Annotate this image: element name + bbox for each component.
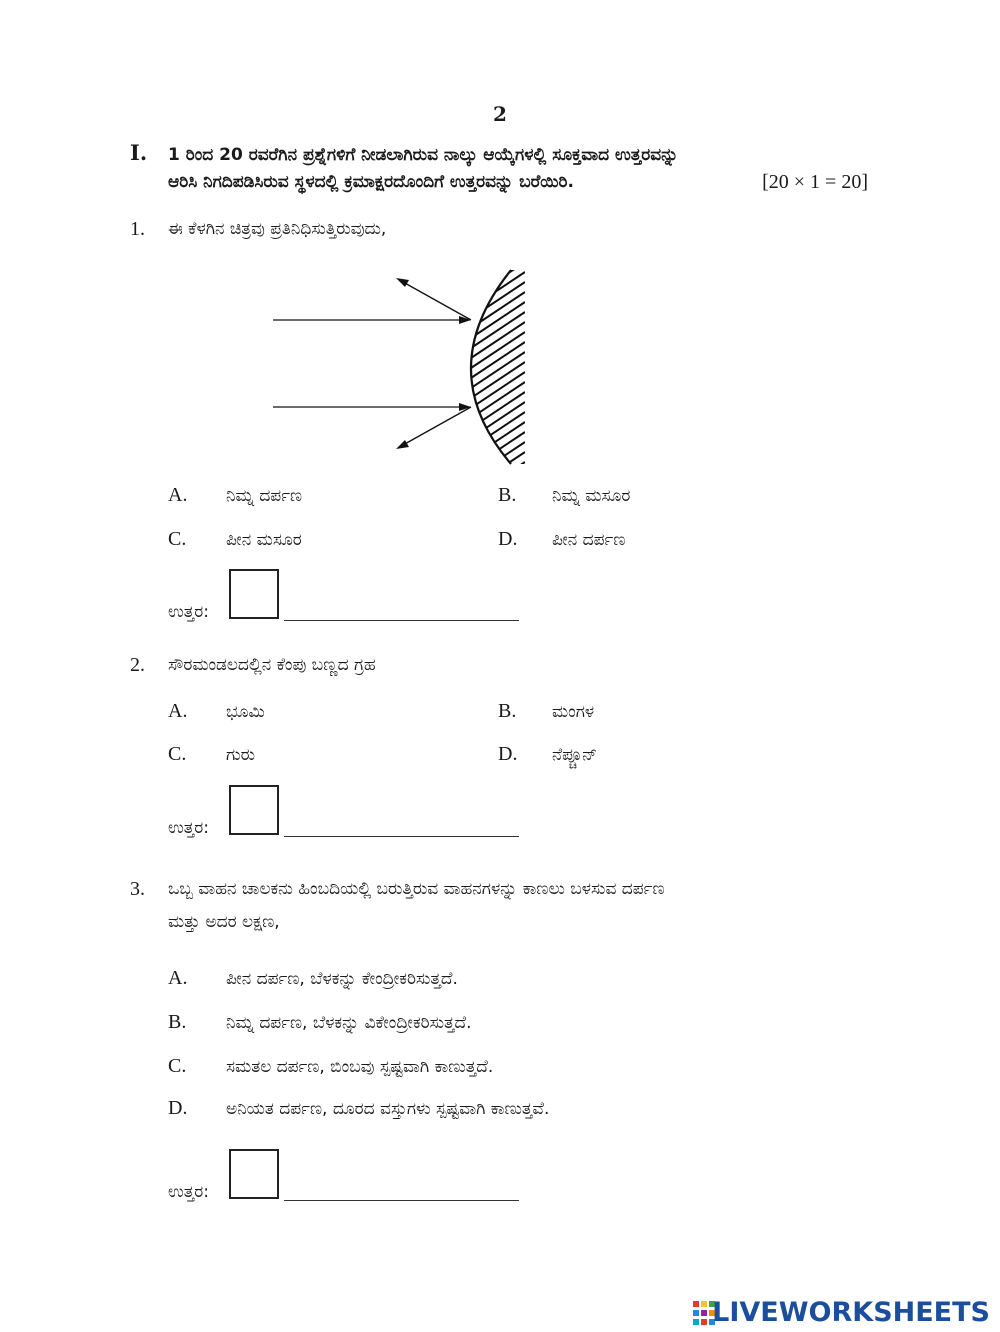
- option-letter: B.: [498, 700, 517, 722]
- arrowhead-icon: [396, 440, 409, 449]
- option-text: ಪೀನ ದರ್ಪಣ, ಬೆಳಕನ್ನು ಕೇಂದ್ರೀಕರಿಸುತ್ತದೆ.: [226, 969, 458, 989]
- option-letter: C.: [168, 1055, 187, 1077]
- answer-label: ಉತ್ತರ:: [168, 602, 209, 622]
- option-letter: C.: [168, 743, 187, 765]
- page-number: 2: [493, 102, 507, 126]
- option-text: ನಿಮ್ನ ಮಸೂರ: [552, 486, 631, 506]
- option-letter: A.: [168, 484, 188, 506]
- option-text: ಅನಿಯತ ದರ್ಪಣ, ದೂರದ ವಸ್ತುಗಳು ಸ್ಪಷ್ಟವಾಗಿ ಕಾಣುತ್ತವೆ.: [226, 1099, 550, 1119]
- concave-mirror-diagram: [265, 262, 525, 472]
- answer-label: ಉತ್ತರ:: [168, 818, 209, 838]
- option-text: ನೆಪ್ಚೂನ್: [552, 745, 598, 765]
- answer-box[interactable]: [229, 569, 279, 619]
- option-text: ನಿಮ್ನ ದರ್ಪಣ, ಬೆಳಕನ್ನು ವಿಕೇಂದ್ರೀಕರಿಸುತ್ತದೆ.: [226, 1013, 472, 1033]
- question-1-text: ಈ ಕೆಳಗಿನ ಚಿತ್ರವು ಪ್ರತಿನಿಧಿಸುತ್ತಿರುವುದು,: [168, 219, 387, 239]
- question-3-number: 3.: [130, 878, 145, 900]
- option-letter: A.: [168, 967, 188, 989]
- question-3-text-line-2: ಮತ್ತು ಅದರ ಲಕ್ಷಣ,: [168, 912, 280, 932]
- answer-box[interactable]: [229, 1149, 279, 1199]
- marks-scheme: [20 × 1 = 20]: [762, 171, 868, 193]
- answer-line[interactable]: [284, 620, 519, 621]
- answer-line[interactable]: [284, 1200, 519, 1201]
- liveworksheets-watermark: LIVEWORKSHEETS: [712, 1297, 990, 1328]
- instruction-line-1: 1 ರಿಂದ 20 ರವರೆಗಿನ ಪ್ರಶ್ನೆಗಳಿಗೆ ನೀಡಲಾಗಿರುವ ನಾಲ್ಕು ಆಯ್ಕೆಗಳಲ್ಲಿ ಸೂಕ್ತವಾದ ಉತ್ತರವನ್ನು: [168, 145, 679, 165]
- option-letter: D.: [168, 1097, 188, 1119]
- option-text: ಪೀನ ಮಸೂರ: [226, 530, 302, 550]
- option-letter: C.: [168, 528, 187, 550]
- option-letter: B.: [168, 1011, 187, 1033]
- question-1-number: 1.: [130, 218, 145, 240]
- option-letter: A.: [168, 700, 188, 722]
- option-text: ಪೀನ ದರ್ಪಣ: [552, 530, 626, 550]
- question-2-number: 2.: [130, 654, 145, 676]
- option-letter: D.: [498, 528, 518, 550]
- answer-line[interactable]: [284, 836, 519, 837]
- option-letter: B.: [498, 484, 517, 506]
- section-instruction: [168, 142, 868, 196]
- reflected-ray-2: [403, 407, 471, 445]
- option-text: ಗುರು: [226, 745, 256, 765]
- answer-box[interactable]: [229, 785, 279, 835]
- option-text: ನಿಮ್ನ ದರ್ಪಣ: [226, 486, 303, 506]
- arrowhead-icon: [396, 278, 409, 287]
- section-number: I.: [130, 140, 148, 165]
- question-3-text-line-1: ಒಬ್ಬ ವಾಹನ ಚಾಲಕನು ಹಿಂಬದಿಯಲ್ಲಿ ಬರುತ್ತಿರುವ ವಾಹನಗಳನ್ನು ಕಾಣಲು ಬಳಸುವ ದರ್ಪಣ: [168, 879, 665, 899]
- answer-label: ಉತ್ತರ:: [168, 1182, 209, 1202]
- option-text: ಮಂಗಳ: [552, 702, 595, 722]
- option-text: ಸಮತಲ ದರ್ಪಣ, ಬಿಂಬವು ಸ್ಪಷ್ಟವಾಗಿ ಕಾಣುತ್ತದೆ.: [226, 1057, 494, 1077]
- option-letter: D.: [498, 743, 518, 765]
- instruction-line-2: [168, 169, 868, 196]
- reflected-ray-1: [403, 282, 471, 320]
- option-text: ಭೂಮಿ: [226, 702, 265, 722]
- question-2-text: ಸೌರಮಂಡಲದಲ್ಲಿನ ಕೆಂಪು ಬಣ್ಣದ ಗ್ರಹ: [168, 655, 376, 675]
- instruction-line-2-text: ಆರಿಸಿ ನಿಗದಿಪಡಿಸಿರುವ ಸ್ಥಳದಲ್ಲಿ ಕ್ರಮಾಕ್ಷರದೊಂದಿಗೆ ಉತ್ತರವನ್ನು ಬರೆಯಿರಿ.: [168, 172, 574, 192]
